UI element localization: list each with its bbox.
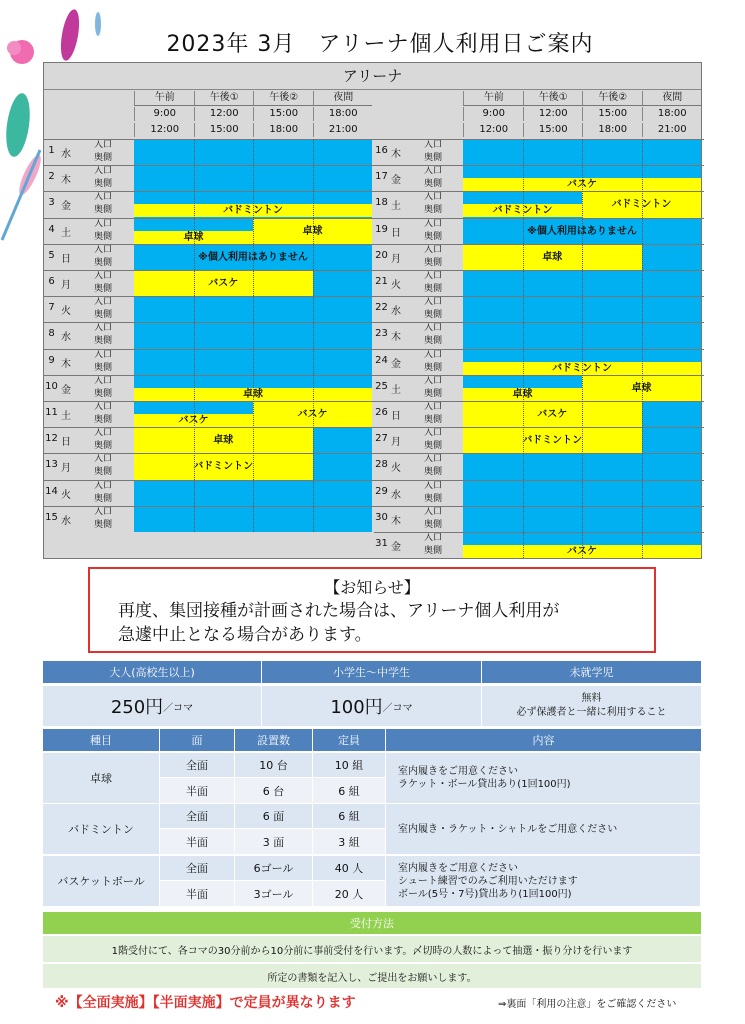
row-label-back: 奥側 [93,415,112,425]
notice-heading: 【お知らせ】 [324,578,420,597]
weekday: 火 [391,280,401,291]
day-number: 3 [48,197,55,209]
row-label-back: 奥側 [423,257,442,268]
content-line: シュート練習でのみご利用いただけます [398,875,578,887]
event-bar: バスケ [134,271,313,296]
row-separator [374,296,704,297]
student-label: 小学生～中学生 [262,661,482,683]
day-number: 30 [375,511,388,523]
event-bar: バスケ [463,545,701,558]
row-label-back: 奥側 [93,310,112,321]
weekday: 日 [391,227,401,239]
event-bar: バスケ [253,402,372,427]
row-separator [374,165,704,166]
weekday: 土 [61,411,71,422]
day-number: 18 [375,197,388,209]
slot-divider [253,139,254,532]
event-bar: バスケ [463,402,642,427]
day-number: 9 [48,354,55,366]
row-label-back: 奥側 [423,362,442,373]
slot-end-time: 21:00 [313,123,374,137]
row-separator [44,165,374,166]
row-label-back: 奥側 [93,441,112,452]
header-separator [463,105,701,106]
row-separator [374,322,704,323]
event-bar: 卓球 [463,245,642,270]
row-label-back: 奥側 [423,179,442,190]
row-label-entrance: 入口 [423,297,442,308]
day-number: 21 [375,276,388,287]
slot-name-header: 夜間 [313,91,374,105]
day-number: 22 [375,302,388,314]
row-label-entrance: 入口 [93,402,112,412]
day-number: 20 [375,249,388,261]
count-half: 6 台 [235,778,313,804]
row-label-back: 奥側 [423,336,442,347]
child-label: 未就学児 [482,661,701,683]
slot-start-time: 12:00 [523,107,584,121]
header-content: 内容 [386,729,701,751]
green-leaf-shape [3,92,34,158]
weekday: 木 [391,149,401,160]
day-number: 17 [375,171,388,183]
row-separator [44,506,374,507]
weekday: 月 [391,253,401,265]
row-label-back: 奥側 [423,441,442,452]
row-label-back: 奥側 [423,310,442,321]
row-label-back: 奥側 [423,415,442,425]
slot-divider [582,139,583,558]
event-bar: バドミントン [463,204,582,217]
day-number: 24 [375,354,388,366]
weekday: 水 [391,306,401,318]
row-separator [44,349,374,350]
count-full: 10 台 [235,753,313,778]
weekday: 土 [391,201,401,213]
day-number: 5 [48,249,55,261]
capacity-warning: ※【全面実施】【半面実施】で定員が異なります [55,995,356,1011]
row-label-entrance: 入口 [93,218,112,229]
child-price-cell [482,686,701,726]
day-number: 6 [48,276,55,287]
row-label-entrance: 入口 [93,244,112,255]
reception-title: 受付方法 [43,912,701,934]
row-label-entrance: 入口 [423,349,442,360]
weekday: 金 [61,201,71,213]
slot-start-time: 18:00 [642,107,703,121]
row-label-entrance: 入口 [93,480,112,491]
weekday: 木 [61,175,71,187]
weekday: 日 [61,437,71,449]
content-line: 室内履きをご用意ください [398,766,518,777]
event-bar: バドミントン [134,454,313,479]
row-label-entrance: 入口 [423,218,442,229]
content-line: ボール(5号・7号)貸出あり(1回100円) [398,888,572,900]
row-separator [374,139,704,140]
slot-divider [523,139,524,558]
row-label-entrance: 入口 [423,244,442,255]
row-label-entrance: 入口 [93,428,112,439]
event-bar: 卓球 [463,388,582,401]
schedule-table [43,62,702,559]
row-label-entrance: 入口 [93,140,112,150]
row-label-back: 奥側 [93,231,112,242]
count-full: 6 面 [235,804,313,829]
header-count: 設置数 [235,729,313,751]
row-label-entrance: 入口 [423,428,442,439]
notice-body [118,599,638,647]
header-capacity: 定員 [313,729,386,751]
row-label-entrance: 入口 [93,454,112,465]
row-separator [374,270,704,271]
weekday: 金 [391,542,401,553]
adult-price-cell [43,686,262,726]
page-title: 2023年 3月 アリーナ個人利用日ご案内 [166,32,594,57]
purple-leaf-shape [58,8,83,62]
event-bar: 卓球 [134,428,313,453]
row-label-back: 奥側 [93,205,112,216]
row-label-entrance: 入口 [423,533,442,543]
day-number: 28 [375,459,388,471]
event-bar: バドミントン [463,428,642,453]
student-price: 100円 [330,697,383,718]
pink-flower-petal [7,41,21,55]
row-label-back: 奥側 [93,467,112,478]
capacity-full: 6 組 [313,804,386,829]
weekday: 金 [391,175,401,187]
adult-price: 250円 [110,697,164,718]
capacity-half: 20 人 [313,881,386,907]
surface-full: 全面 [160,804,235,829]
surface-half: 半面 [160,881,235,907]
weekday: 火 [61,489,71,501]
day-number: 29 [375,485,388,497]
capacity-full: 40 人 [313,856,386,881]
slot-start-time: 9:00 [463,107,524,121]
event-bar: 卓球 [582,376,701,401]
row-label-entrance: 入口 [423,375,442,386]
surface-full: 全面 [160,856,235,881]
slot-name-header: 午後① [194,91,255,105]
content-line: ラケット・ボール貸出あり(1回100円) [398,779,571,790]
row-label-back: 奥側 [93,388,112,399]
weekday: 日 [61,253,71,265]
slot-name-header: 午前 [463,91,524,105]
row-label-entrance: 入口 [93,192,112,203]
surface-full: 全面 [160,753,235,778]
day-number: 15 [45,511,58,523]
row-label-back: 奥側 [423,231,442,242]
event-bar: バドミントン [582,192,701,217]
sport-content [386,804,701,855]
slot-end-time: 15:00 [523,123,584,137]
row-label-back: 奥側 [93,284,112,294]
weekday: 水 [61,515,71,527]
capacity-half: 6 組 [313,778,386,804]
row-label-entrance: 入口 [93,349,112,360]
weekday: 月 [391,437,401,449]
weekday: 月 [61,463,71,475]
row-separator [44,139,374,140]
slot-divider [642,139,643,558]
slot-start-time: 9:00 [134,107,195,121]
weekday: 木 [61,358,71,370]
row-label-entrance: 入口 [423,271,442,281]
slot-end-time: 18:00 [253,123,314,137]
day-number: 19 [375,223,388,235]
event-bar: バスケ [463,178,701,191]
row-label-back: 奥側 [423,467,442,478]
event-bar: 卓球 [134,388,372,401]
sport-name: 卓球 [43,753,160,804]
weekday: 火 [391,463,401,475]
capacity-full: 10 組 [313,753,386,778]
weekday: 金 [391,358,401,370]
day-number: 23 [375,328,388,340]
row-label-back: 奥側 [423,284,442,294]
slot-start-time: 18:00 [313,107,374,121]
row-label-entrance: 入口 [423,454,442,465]
row-separator [44,375,374,376]
day-number: 27 [375,433,388,445]
row-label-entrance: 入口 [423,506,442,517]
row-label-back: 奥側 [93,179,112,190]
row-label-entrance: 入口 [93,166,112,177]
per-koma-student: ／コマ [382,702,413,714]
reception-line-1: 1階受付にて、各コマの30分前から10分前に事前受付を行います。〆切時の人数によって抽選・振り分けを行います [43,936,701,962]
notice-box [88,567,656,653]
event-bar: バドミントン [463,362,701,375]
row-separator [44,480,374,481]
row-label-back: 奥側 [93,493,112,504]
day-number: 4 [48,223,55,235]
row-label-entrance: 入口 [423,166,442,177]
weekday: 月 [61,280,71,291]
blue-leaf-shape [95,12,101,36]
notice-line-2: 急遽中止となる場合があります。 [118,625,372,645]
slot-start-time: 15:00 [582,107,643,121]
row-label-back: 奥側 [423,153,442,163]
slot-end-time: 21:00 [642,123,703,137]
reception-line-2: 所定の書類を記入し、ご提出をお願いします。 [43,964,701,988]
slot-start-time: 15:00 [253,107,314,121]
adult-label: 大人(高校生以上) [43,661,262,683]
stem-line [2,150,40,240]
day-number: 12 [45,433,58,445]
content-line: 室内履きをご用意ください [398,862,518,874]
slot-end-time: 12:00 [134,123,195,137]
row-label-entrance: 入口 [93,323,112,334]
row-label-entrance: 入口 [423,140,442,150]
row-separator [44,322,374,323]
day-number: 1 [48,145,55,156]
slot-start-time: 12:00 [194,107,255,121]
row-separator [374,506,704,507]
row-label-back: 奥側 [93,257,112,268]
slot-name-header: 午後② [582,91,643,105]
facility-title: アリーナ [44,63,701,90]
slot-name-header: 午前 [134,91,195,105]
day-number: 16 [375,145,388,156]
weekday: 土 [391,384,401,396]
row-label-entrance: 入口 [93,375,112,386]
day-number: 31 [375,538,388,549]
row-label-back: 奥側 [93,336,112,347]
count-half: 3 面 [235,829,313,855]
day-number: 7 [48,302,55,314]
child-price: 無料 [581,693,602,704]
sport-name: バスケットボール [43,856,160,907]
surface-half: 半面 [160,829,235,855]
slot-end-time: 12:00 [463,123,524,137]
event-bar: ※個人利用はありません [463,219,701,244]
row-label-entrance: 入口 [423,192,442,203]
day-number: 11 [45,407,58,418]
day-number: 2 [48,171,55,183]
per-koma-adult: ／コマ [163,702,194,714]
slot-name-header: 午後① [523,91,584,105]
surface-half: 半面 [160,778,235,804]
row-separator [374,480,704,481]
student-price-cell [262,686,482,726]
weekday: 日 [391,411,401,422]
weekday: 水 [61,149,71,160]
row-separator [374,453,704,454]
row-label-entrance: 入口 [423,323,442,334]
day-number: 25 [375,380,388,392]
count-full: 6ゴール [235,856,313,881]
row-label-entrance: 入口 [423,402,442,412]
day-number: 14 [45,485,58,497]
row-label-back: 奥側 [423,546,442,556]
weekday: 土 [61,227,71,239]
weekday: 木 [391,515,401,527]
row-label-back: 奥側 [93,362,112,373]
notice-line-1: 再度、集団接種が計画された場合は、アリーナ個人利用が [118,601,560,621]
day-number: 8 [48,328,55,340]
row-separator [374,532,704,533]
row-label-back: 奥側 [423,493,442,504]
row-separator [374,349,704,350]
slot-name-header: 夜間 [642,91,703,105]
row-label-entrance: 入口 [93,506,112,517]
day-number: 10 [45,380,58,392]
day-number: 13 [45,459,58,471]
header-surface: 面 [160,729,235,751]
weekday: 火 [61,306,71,318]
event-bar: 卓球 [253,219,372,244]
row-label-back: 奥側 [423,519,442,530]
sport-name: バドミントン [43,804,160,855]
event-bar: バドミントン [134,204,372,217]
row-separator [44,191,374,192]
row-label-back: 奥側 [93,153,112,163]
weekday: 金 [61,384,71,396]
header-separator [134,105,372,106]
row-label-entrance: 入口 [423,480,442,491]
sport-content [386,753,701,804]
row-label-entrance: 入口 [93,297,112,308]
slot-divider [194,139,195,532]
capacity-half: 3 組 [313,829,386,855]
row-label-back: 奥側 [93,519,112,530]
content-line: 室内履き・ラケット・シャトルをご用意ください [398,823,618,835]
weekday: 水 [391,489,401,501]
day-number: 26 [375,407,388,418]
row-separator [44,296,374,297]
row-label-back: 奥側 [423,205,442,216]
sport-content [386,856,701,907]
row-label-entrance: 入口 [93,271,112,281]
event-bar: バスケ [134,414,253,427]
event-bar: 卓球 [134,231,253,244]
count-half: 3ゴール [235,881,313,907]
back-page-reference: ⇒裏面「利用の注意」をご確認ください [498,999,677,1010]
weekday: 木 [391,332,401,344]
event-bar: ※個人利用はありません [134,245,372,270]
child-note: 必ず保護者と一緒に利用すること [516,707,667,718]
slot-end-time: 18:00 [582,123,643,137]
header-sport: 種目 [43,729,160,751]
weekday: 水 [61,332,71,344]
slot-end-time: 15:00 [194,123,255,137]
slot-divider [313,139,314,532]
slot-name-header: 午後② [253,91,314,105]
row-label-back: 奥側 [423,388,442,399]
